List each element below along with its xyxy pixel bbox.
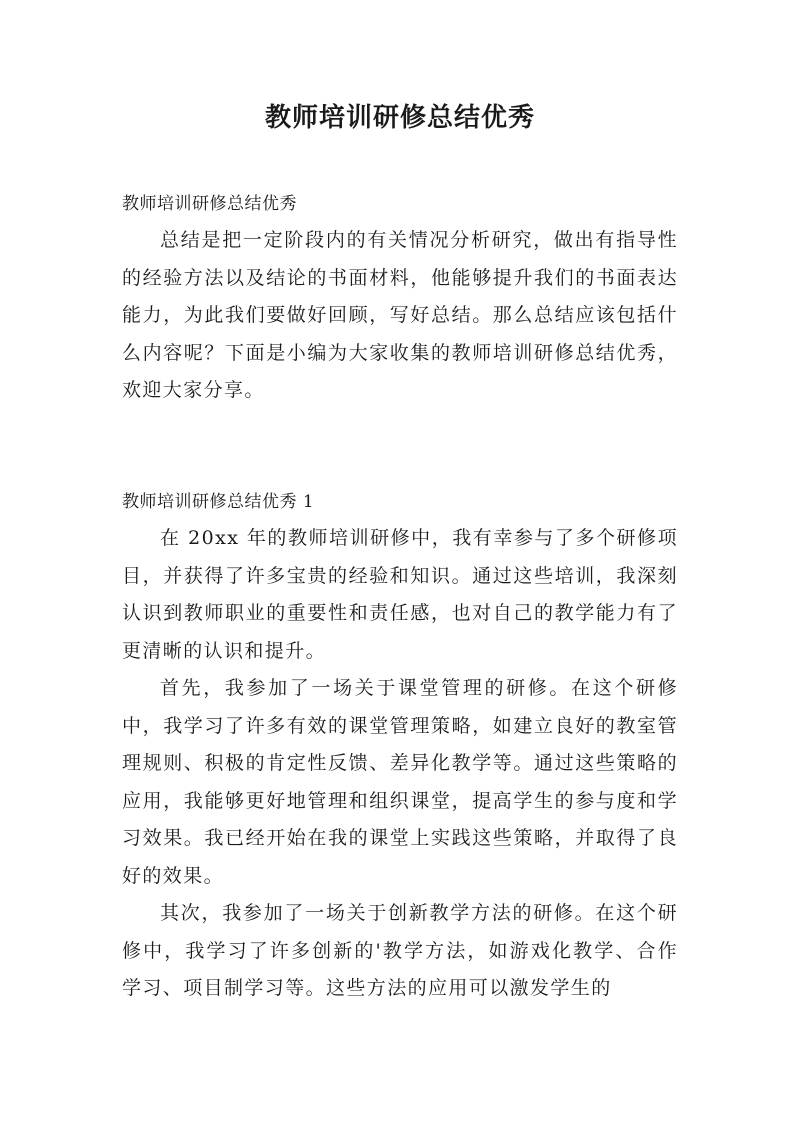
section-heading: 教师培训研修总结优秀 1	[122, 492, 315, 512]
paragraph: 首先，我参加了一场关于课堂管理的研修。在这个研修中，我学习了许多有效的课堂管理策略，如建立良好的教室管理规则、积极的肯定性反馈、差异化教学等。通过这些策略的应用，我能够更好地管理和组织课堂，提高学生的参与度和学习效果。我已经开始在我的课堂上实践这些策略，并取得了良好的效果。	[122, 677, 678, 887]
paragraph: 总结是把一定阶段内的有关情况分析研究，做出有指导性的经验方法以及结论的书面材料，他能够提升我们的书面表达能力，为此我们要做好回顾，写好总结。那么总结应该包括什么内容呢？下面是小编为大家收集的教师培训研修总结优秀，欢迎大家分享。	[122, 229, 678, 401]
section-intro	[122, 186, 678, 410]
section-heading: 教师培训研修总结优秀	[122, 194, 297, 214]
paragraph: 在 20xx 年的教师培训研修中，我有幸参与了多个研修项目，并获得了许多宝贵的经验和知识。通过这些培训，我深刻认识到教师职业的重要性和责任感，也对自己的教学能力有了更清晰的认识和提升。	[122, 527, 678, 662]
section-summary-1	[122, 484, 678, 1008]
paragraph: 其次，我参加了一场关于创新教学方法的研修。在这个研修中，我学习了许多创新的'教学方法，如游戏化教学、合作学习、项目制学习等。这些方法的应用可以激发学生的	[122, 902, 678, 999]
document-title: 教师培训研修总结优秀	[264, 103, 535, 133]
